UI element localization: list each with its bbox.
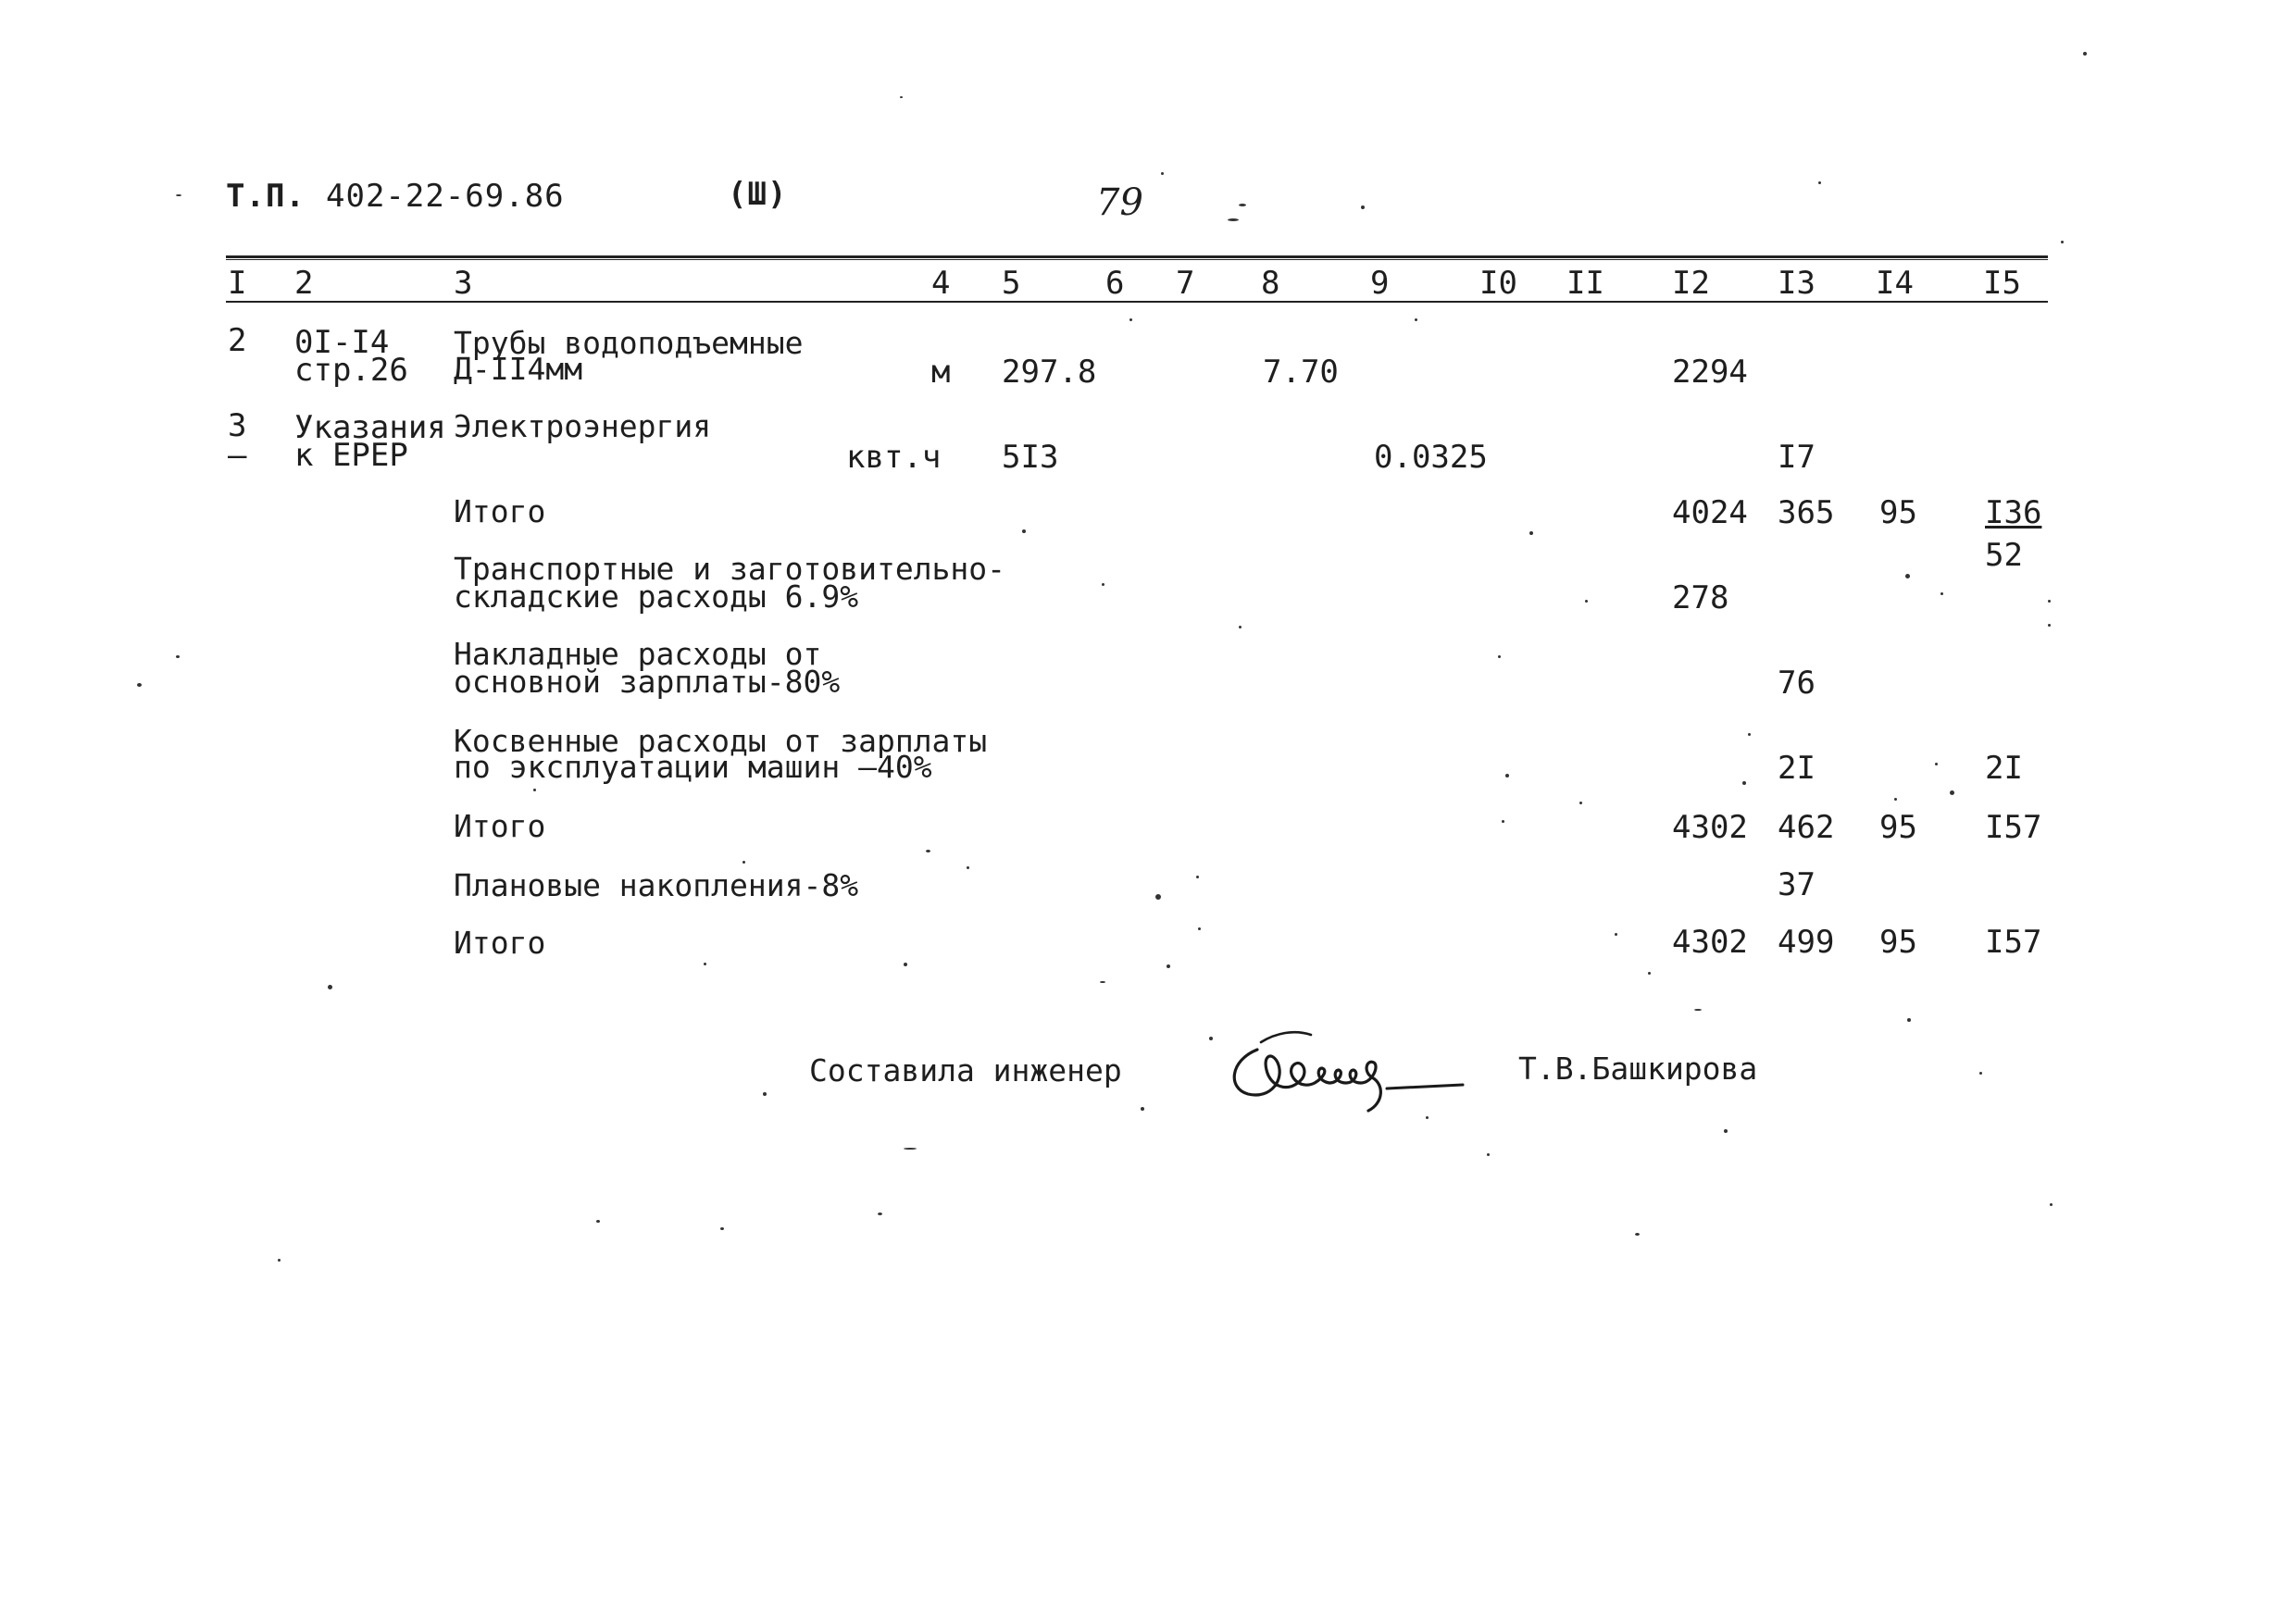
- volume-label: (Ш): [728, 176, 788, 213]
- header-rule-top: [226, 255, 2048, 258]
- row-label: Итого: [454, 925, 546, 961]
- cell-col15: I57: [1985, 924, 2042, 961]
- row-label: складские расходы 6.9%: [454, 578, 859, 615]
- col-header-9: 9: [1370, 265, 1390, 302]
- row-reference: Указания: [294, 409, 446, 446]
- col-header-2: 2: [294, 265, 314, 302]
- doc-number: 402-22-69.86: [326, 178, 565, 215]
- row-label: Накладные расходы от: [454, 636, 822, 672]
- cell-col14: 95: [1879, 924, 1917, 961]
- row-unit: квт.ч: [846, 439, 942, 476]
- row-label: Плановые накопления-8%: [454, 867, 859, 903]
- col-header-6: 6: [1105, 265, 1125, 302]
- row-unit: м: [931, 354, 951, 391]
- col-header-3: 3: [454, 265, 473, 302]
- col-header-14: I4: [1876, 265, 1914, 302]
- col-header-5: 5: [1002, 265, 1021, 302]
- cell-col12: 4024: [1672, 494, 1748, 531]
- col-header-8: 8: [1261, 265, 1280, 302]
- cell-col15: I57: [1985, 809, 2042, 846]
- page-number: 79: [1096, 181, 1143, 224]
- row-reference: стр.26: [294, 352, 408, 389]
- cell-col12: 278: [1672, 579, 1729, 616]
- row-label: Итого: [454, 808, 546, 844]
- cell-col8: 7.70: [1263, 354, 1339, 391]
- col-header-15: I5: [1983, 265, 2021, 302]
- cell-col12: 4302: [1672, 924, 1748, 961]
- row-number: 2: [228, 322, 247, 359]
- cell-col9: 0.0325: [1374, 439, 1488, 476]
- row-label: по эксплуатации машин –40%: [454, 749, 932, 785]
- row-name: Трубы водоподъемные: [454, 325, 804, 361]
- row-reference: к ЕРЕР: [294, 437, 408, 474]
- cell-col13: 462: [1778, 809, 1835, 846]
- cell-col13: I7: [1778, 439, 1816, 476]
- cell-col15: I36: [1985, 494, 2042, 531]
- signature-name: Т.В.Башкирова: [1518, 1051, 1758, 1087]
- cell-col15: 2I: [1985, 750, 2023, 787]
- cell-col13: 37: [1778, 866, 1816, 903]
- cell-col13: 499: [1778, 924, 1835, 961]
- col-header-4: 4: [931, 265, 951, 302]
- cell-col13: 2I: [1778, 750, 1816, 787]
- cell-col14: 95: [1879, 494, 1917, 531]
- signature-role: Составила инженер: [809, 1052, 1122, 1088]
- handwritten-signature: [1220, 1014, 1470, 1116]
- col-header-12: I2: [1672, 265, 1710, 302]
- row-name: Д-II4мм: [454, 351, 583, 387]
- header-rule-top-thin: [226, 259, 2048, 260]
- row-label: Транспортные и заготовительно-: [454, 551, 1006, 587]
- row-label: Итого: [454, 493, 546, 529]
- col-header-11: II: [1566, 265, 1604, 302]
- col-header-10: I0: [1479, 265, 1517, 302]
- cell-col13: 365: [1778, 494, 1835, 531]
- cell-col13: 76: [1778, 665, 1816, 702]
- row-number: 3: [228, 407, 247, 444]
- row-dash: –: [228, 437, 247, 474]
- cell-col5: 5I3: [1002, 439, 1059, 476]
- header-rule-bottom: [226, 301, 2048, 303]
- cell-col5: 297.8: [1002, 354, 1097, 391]
- cell-col15: 52: [1985, 537, 2023, 574]
- row-label: основной зарплаты-80%: [454, 664, 841, 700]
- doc-code: Т.П.: [226, 178, 306, 215]
- row-label: Косвенные расходы от зарплаты: [454, 723, 988, 759]
- row-name: Электроэнергия: [454, 408, 712, 444]
- row-reference: 0I-I4: [294, 324, 390, 361]
- col-header-1: I: [228, 265, 247, 302]
- cell-col12: 4302: [1672, 809, 1748, 846]
- col-header-7: 7: [1176, 265, 1195, 302]
- col-header-13: I3: [1778, 265, 1816, 302]
- cell-col12: 2294: [1672, 354, 1748, 391]
- cell-col14: 95: [1879, 809, 1917, 846]
